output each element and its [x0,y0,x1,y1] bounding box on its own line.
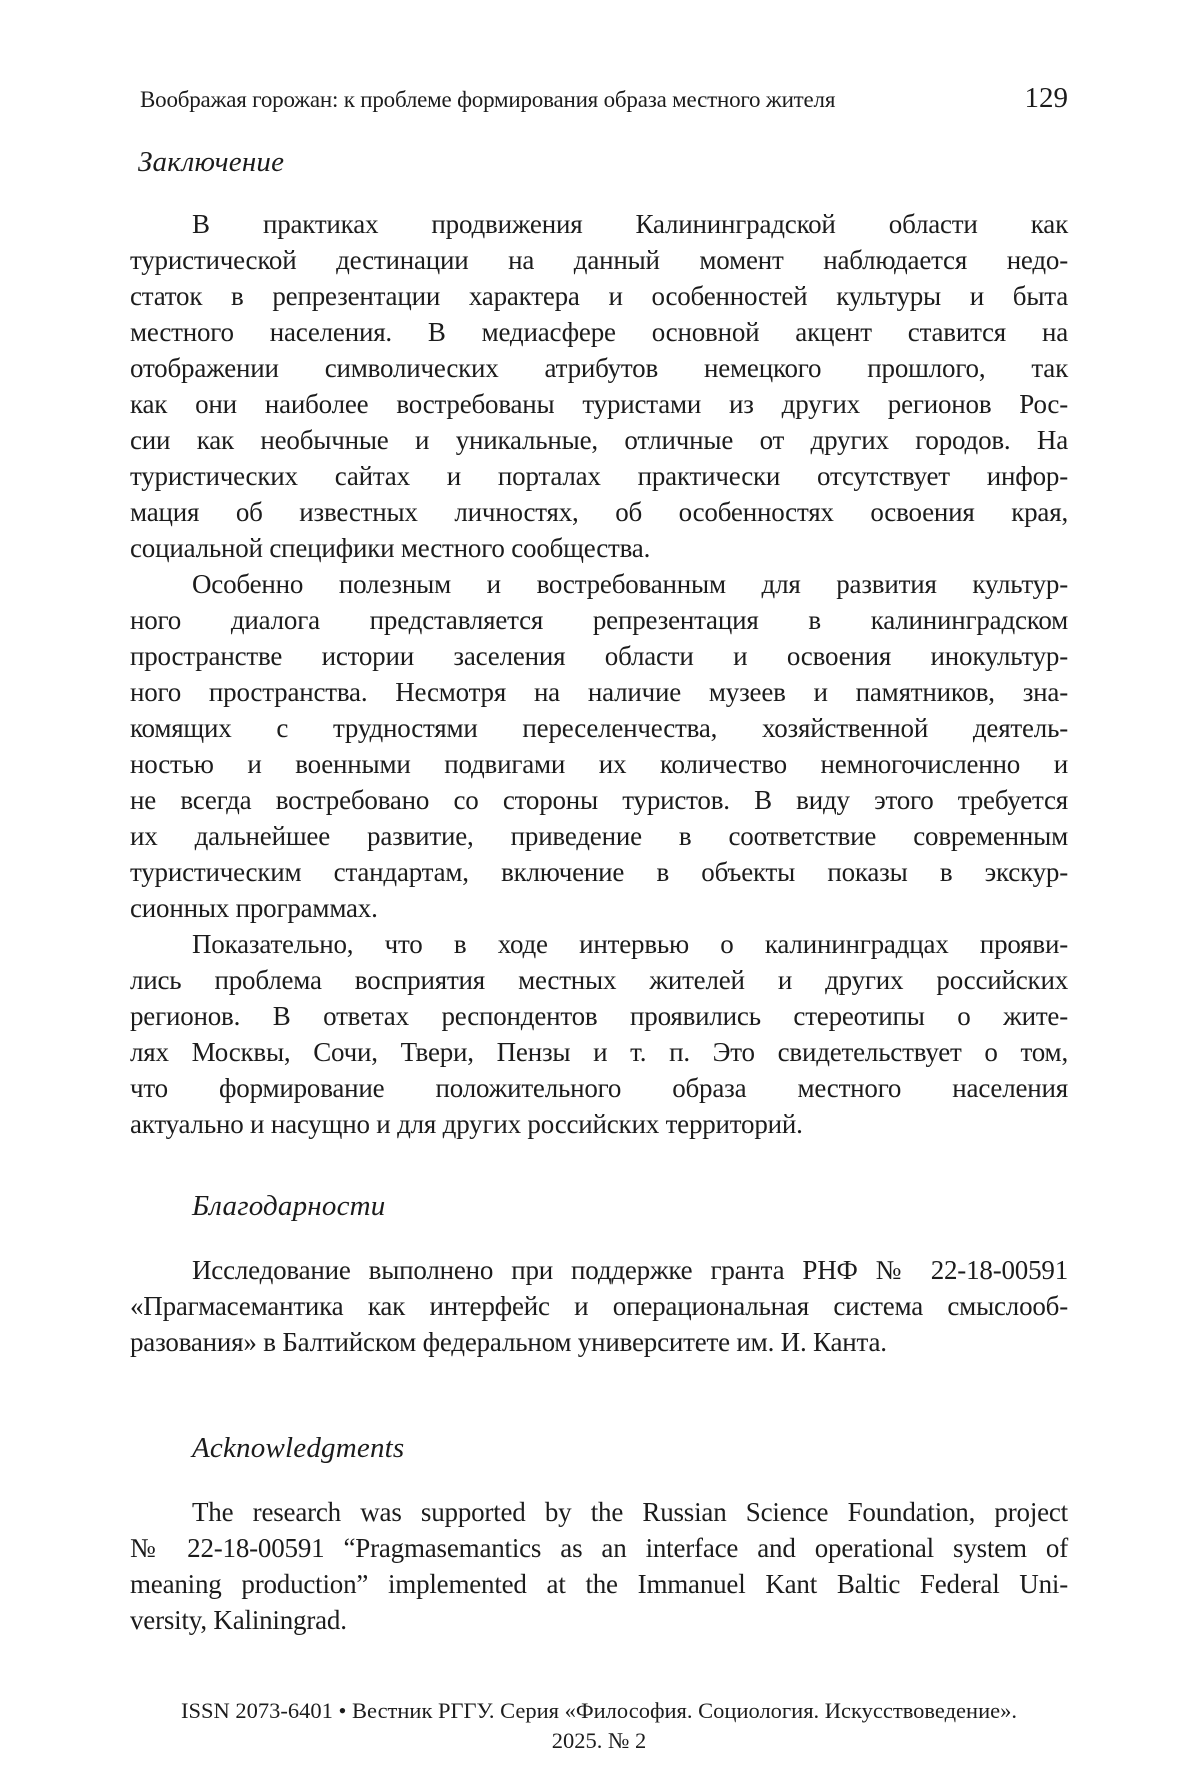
text-line: социальной специфики местного сообщества. [130,533,651,563]
text-line: сии как необычные и уникальные, отличные от других городов. На [130,425,1068,455]
footer-issn-line: ISSN 2073-6401 • Вестник РГГУ. Серия «Философия. Социология. Искусствоведение». [181,1698,1017,1723]
acknowledgments-ru-heading: Благодарности [192,1190,386,1222]
text-line: Особенно полезным и востребованным для развития культур- [192,569,1068,599]
page-number: 129 [1024,82,1068,114]
text-line: «Прагмасемантика как интерфейс и операциональная система смыслооб- [130,1291,1068,1321]
text-line: их дальнейшее развитие, приведение в соответствие современным [130,821,1068,851]
running-title: Воображая горожан: к проблеме формирования образа местного жителя [140,87,836,112]
text-line: комящих с трудностями переселенчества, хозяйственной деятель- [130,713,1068,743]
text-line: The research was supported by the Russian Science Foundation, project [192,1497,1068,1527]
text-line: что формирование положительного образа местного населения [130,1073,1068,1103]
conclusion-heading: Заключение [138,146,285,178]
conclusion-paragraph-3 [130,926,1068,1142]
text-line: meaning production” implemented at the Immanuel Kant Baltic Federal Uni- [130,1569,1068,1599]
text-line: ностью и военными подвигами их количество немногочисленно и [130,749,1068,779]
text-line: местного населения. В медиасфере основной акцент ставится на [130,317,1068,347]
text-line: пространстве истории заселения области и освоения инокультур- [130,641,1068,671]
text-line: ного пространства. Несмотря на наличие музеев и памятников, зна- [130,677,1068,707]
footer-issue-line: 2025. № 2 [551,1728,647,1753]
text-line: туристическим стандартам, включение в объекты показы в экскур- [130,857,1068,887]
text-line: актуально и насущно и для других российских территорий. [130,1109,803,1139]
text-line: туристических сайтах и порталах практически отсутствует инфор- [130,461,1068,491]
text-line: Исследование выполнено при поддержке гранта РНФ № 22-18-00591 [192,1255,1068,1285]
text-line: разования» в Балтийском федеральном университете им. И. Канта. [130,1327,887,1357]
text-line: ного диалога представляется репрезентация в калининградском [130,605,1068,635]
text-line: № 22-18-00591 “Pragmasemantics as an interface and operational system of [130,1533,1068,1563]
text-line: статок в репрезентации характера и особенностей культуры и быта [130,281,1068,311]
text-line: туристической дестинации на данный момент наблюдается недо- [130,245,1068,275]
text-line: В практиках продвижения Калининградской области как [192,209,1068,239]
text-line: лях Москвы, Сочи, Твери, Пензы и т. п. Это свидетельствует о том, [130,1037,1068,1067]
text-line: Показательно, что в ходе интервью о калининградцах прояви- [192,929,1068,959]
acknowledgments-en-paragraph [130,1494,1068,1638]
text-line: как они наиболее востребованы туристами из других регионов Рос- [130,389,1068,419]
text-line: сионных программах. [130,893,378,923]
journal-footer [130,1696,1068,1756]
text-line: регионов. В ответах респондентов проявились стереотипы о жите- [130,1001,1068,1031]
acknowledgments-en-heading: Acknowledgments [192,1432,405,1464]
conclusion-paragraph-2 [130,566,1068,926]
conclusion-paragraph-1 [130,206,1068,566]
text-line: не всегда востребовано со стороны туристов. В виду этого требуется [130,785,1068,815]
acknowledgments-ru-paragraph [130,1252,1068,1360]
text-line: отображении символических атрибутов немецкого прошлого, так [130,353,1068,383]
text-line: мация об известных личностях, об особенностях освоения края, [130,497,1068,527]
text-line: versity, Kaliningrad. [130,1605,347,1635]
running-head [130,82,1068,116]
text-line: лись проблема восприятия местных жителей и других российских [130,965,1068,995]
